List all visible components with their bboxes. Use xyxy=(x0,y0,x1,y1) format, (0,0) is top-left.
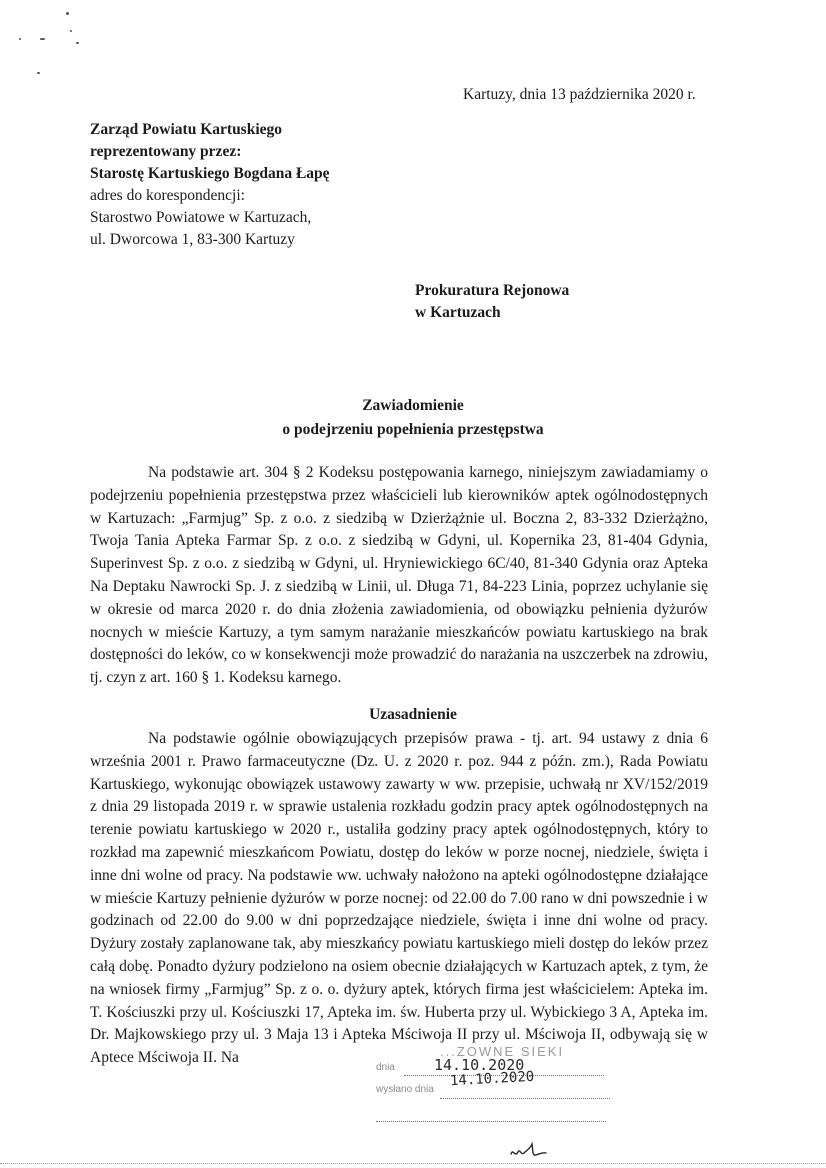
sender-correspondence-label: adres do korespondencji: xyxy=(90,187,245,204)
stamp-received-date-second: 14.10.2020 xyxy=(449,1068,535,1090)
signature-mark xyxy=(508,1140,548,1162)
sender-office: Starostwo Powiatowe w Kartuzach, xyxy=(90,209,312,226)
recipient-address-block xyxy=(415,280,569,324)
stamp-faint-text: ...ZOWNE SIEKI xyxy=(440,1044,565,1059)
sender-represented-by: reprezentowany przez: xyxy=(90,143,242,160)
recipient-city: w Kartuzach xyxy=(415,304,501,321)
bottom-dotted-rule xyxy=(0,1162,826,1164)
justification-title: Uzasadnienie xyxy=(369,706,457,723)
recipient-name: Prokuratura Rejonowa xyxy=(415,282,570,299)
scan-speck xyxy=(76,42,79,44)
notice-paragraph: Na podstawie art. 304 § 2 Kodeksu postępowania karnego, niniejszym zawiadamiamy o podejrzeniu popełnienia przestępstwa przez właścicieli lub kierowników aptek ogólnodostępnych w Kartuzach: „Farmjug” Sp. z o.o. z siedzibą w Dzierżążnie ul. Boczna 2, 83-332 Dzierżążno, Twoja Tania Apteka Farmar Sp. z o.o. z siedzibą w Gdyni, ul. Kopernika 23, 81-404 Gdynia, Superinvest Sp. z o.o. z siedzibą w Gdyni, ul. Hryniewickiego 6C/40, 81-340 Gdynia oraz Apteka Na Deptaku Nawrocki Sp. J. z siedzibą w Linii, ul. Długa 71, 84-223 Linia, poprzez uchylanie się w okresie od marca 2020 r. do dnia złożenia zawiadomienia, od obowiązku pełnienia dyżurów nocnych w mieście Kartuzy, a tym samym narażanie mieszkańców powiatu kartuskiego na brak dostępności do leków, co w konsekwencji może prowadzić do narażania na uszczerbek na zdrowiu, tj. czyn z art. 160 § 1. Kodeksu karnego. xyxy=(90,464,708,687)
sender-name: Zarząd Powiatu Kartuskiego xyxy=(90,121,283,138)
stamp-received-date: 14.10.2020 xyxy=(434,1056,525,1074)
scan-speck xyxy=(66,12,69,15)
notice-subtitle: o podejrzeniu popełnienia przestępstwa xyxy=(282,421,544,438)
notice-title: Zawiadomienie xyxy=(362,397,464,414)
stamp-sent-label: wysłano dnia xyxy=(376,1084,434,1095)
scan-speck xyxy=(40,38,45,40)
stamp-blank-line xyxy=(376,1120,606,1122)
sender-street: ul. Dworcowa 1, 83-300 Kartuzy xyxy=(90,231,295,248)
sender-address-block xyxy=(90,119,330,251)
letter-date: Kartuzy, dnia 13 października 2020 r. xyxy=(463,86,696,103)
receipt-stamp xyxy=(376,1040,626,1150)
scan-speck xyxy=(19,38,21,40)
stamp-sent-line xyxy=(440,1097,610,1099)
scan-speck xyxy=(70,30,72,32)
justification-paragraph: Na podstawie ogólnie obowiązujących przepisów prawa - tj. art. 94 ustawy z dnia 6 września 2001 r. Prawo farmaceutyczne (Dz. U. z 2020 r. poz. 944 z późn. zm.), Rada Powiatu Kartuskiego, wykonując obowiązek ustawowy zawarty w ww. przepisie, uchwałą nr XV/152/2019 z dnia 29 listopada 2019 r. w sprawie ustalenia rozkładu godzin pracy aptek ogólnodostępnych na terenie powiatu kartuskiego w 2020 r., ustaliła godziny pracy aptek ogólnodostępnych, który to rozkład ma zapewnić mieszkańcom Powiatu, dostęp do leków w porze nocnej, niedziele, święta i inne dni wolne od pracy. Na podstawie ww. uchwały nałożono na apteki ogólnodostępne działające w mieście Kartuzy pełnienie dyżurów w porze nocnej: od 22.00 do 7.00 rano w dni powszednie i w godzinach od 22.00 do 9.00 w dni poprzedzające niedziele, święta i inne dni wolne od pracy. Dyżury zostały zaplanowane tak, aby mieszkańcy powiatu kartuskiego mieli dostęp do leków przez całą dobę. Ponadto dyżury podzielono na osiem obecnie działających w Kartuzach aptek, z tym, że na wniosek firmy „Farmjug” Sp. z o. o. dyżury aptek, których firma jest właścicielem: Apteka im. T. Kościuszki przy ul. Kościuszki 17, Apteka im. św. Huberta przy ul. Wybickiego 3 A, Apteka im. Dr. Majkowskiego przy ul. 3 Maja 13 i Apteka Mściwoja II przy ul. Mściwoja II, odbywają się w Aptece Mściwoja II. Na xyxy=(90,730,708,1067)
scan-speck xyxy=(37,72,40,74)
stamp-received-label: dnia xyxy=(376,1062,395,1073)
sender-representative: Starostę Kartuskiego Bogdana Łapę xyxy=(90,165,330,182)
